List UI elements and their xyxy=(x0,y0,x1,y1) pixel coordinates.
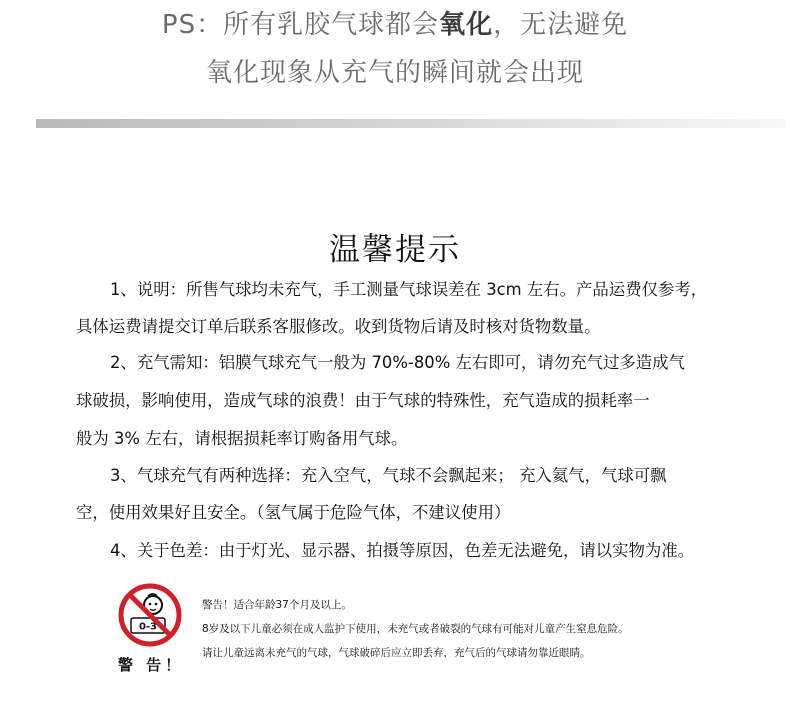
notice-line-4: 球破损，影响使用，造成气球的浪费！由于气球的特殊性，充气造成的损耗率一 xyxy=(76,391,650,410)
warning-line-1: 警告！适合年龄37个月及以上。 xyxy=(202,599,352,611)
no-baby-0-3-icon xyxy=(117,582,183,648)
notice-line-1: 1、说明：所售气球均未充气，手工测量气球误差在 3cm 左右。产品运费仅参考， xyxy=(110,280,708,299)
notice-line-2: 具体运费请提交订单后联系客服修改。收到货物后请及时核对货物数量。 xyxy=(76,317,601,336)
ps-line-1-suffix: ，无法避免 xyxy=(493,10,629,40)
age-label: 0-3 xyxy=(138,621,158,633)
ps-line-1-prefix: PS：所有乳胶气球都会 xyxy=(161,10,440,40)
warning-line-2: 8岁及以下儿童必须在成人监护下使用，未充气或者破裂的气球有可能对儿童产生窒息危险。 xyxy=(202,623,629,635)
notice-line-3: 2、充气需知：铝膜气球充气一般为 70%-80% 左右即可，请勿充气过多造成气 xyxy=(110,353,685,372)
notice-line-5: 般为 3% 左右，请根据损耗率订购备用气球。 xyxy=(76,429,408,448)
notice-line-8: 4、关于色差：由于灯光、显示器、拍摄等原因，色差无法避免，请以实物为准。 xyxy=(110,541,695,560)
ps-line-2: 氧化现象从充气的瞬间就会出现 xyxy=(205,58,584,88)
notice-line-6: 3、气球充气有两种选择：充入空气，气球不会飘起来； 充入氦气，气球可飘 xyxy=(110,466,667,485)
gradient-divider xyxy=(36,119,786,128)
warning-label: 警 告！ xyxy=(117,656,185,674)
warning-line-3: 请让儿童远离未充气的气球，气球破碎后应立即丢弃，充气后的气球请勿靠近眼睛。 xyxy=(202,647,591,659)
notice-line-7: 空，使用效果好且安全。（氢气属于危险气体，不建议使用） xyxy=(76,503,511,522)
ps-line-1-emphasis: 氧化 xyxy=(439,10,494,40)
ps-line-1 xyxy=(0,4,790,41)
notice-title: 温馨提示 xyxy=(329,232,461,268)
